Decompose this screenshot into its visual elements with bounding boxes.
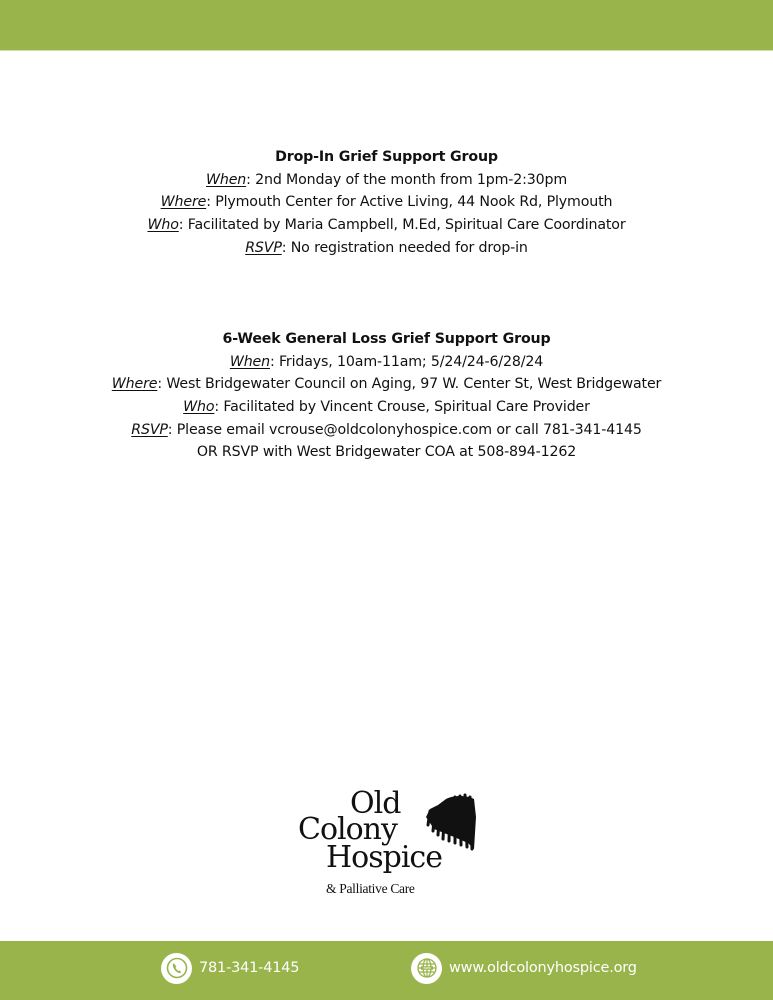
who-value: : Facilitated by Maria Campbell, M.Ed, Spiritual Care Coordinator: [178, 217, 626, 234]
top-banner-edge: [0, 50, 773, 51]
footer-bar: [0, 941, 773, 1000]
website-url: www.oldcolonyhospice.org: [449, 960, 637, 976]
when-line: [0, 169, 773, 192]
rsvp-value: : Please email vcrouse@oldcolonyhospice.com or call 781-341-4145: [167, 421, 642, 438]
phone-icon: [166, 957, 188, 979]
rsvp-value: : No registration needed for drop-in: [281, 239, 528, 256]
footer-phone[interactable]: [161, 952, 299, 984]
where-label: Where: [111, 376, 158, 393]
rsvp-line: [0, 419, 773, 442]
old-colony-hospice-logo: [290, 785, 485, 905]
who-value: : Facilitated by Vincent Crouse, Spiritual Care Provider: [214, 399, 590, 416]
globe-icon-badge: [411, 953, 442, 984]
where-line: [0, 373, 773, 396]
when-value: : 2nd Monday of the month from 1pm-2:30pm: [246, 171, 568, 188]
where-line: [0, 191, 773, 214]
when-line: [0, 351, 773, 374]
heart-icon: [424, 793, 478, 851]
when-label: When: [229, 353, 270, 370]
who-label: Who: [147, 217, 179, 234]
rsvp-line: [0, 237, 773, 260]
general-loss-group-section: [0, 328, 773, 464]
globe-icon: [416, 957, 438, 979]
who-line: [0, 396, 773, 419]
rsvp-label: RSVP: [245, 239, 282, 256]
when-label: When: [205, 171, 247, 188]
section-title: Drop-In Grief Support Group: [275, 149, 498, 165]
top-banner: [0, 0, 773, 50]
svg-text:www: www: [422, 966, 431, 971]
drop-in-group-section: [0, 146, 773, 259]
where-value: : Plymouth Center for Active Living, 44 Nook Rd, Plymouth: [206, 194, 613, 211]
logo-word-old: Old: [350, 786, 401, 821]
logo-word-colony: Colony: [298, 812, 397, 847]
when-value: : Fridays, 10am-11am; 5/24/24-6/28/24: [269, 353, 544, 370]
where-value: : West Bridgewater Council on Aging, 97 W. Center St, West Bridgewater: [157, 376, 662, 393]
where-label: Where: [160, 194, 207, 211]
section-title: 6-Week General Loss Grief Support Group: [222, 331, 551, 347]
who-line: [0, 214, 773, 237]
phone-icon-badge: [161, 953, 192, 984]
phone-number: 781-341-4145: [199, 960, 300, 976]
rsvp-label: RSVP: [131, 421, 168, 438]
who-label: Who: [183, 399, 215, 416]
footer-website[interactable]: [411, 952, 637, 984]
rsvp-alt-line: OR RSVP with West Bridgewater COA at 508-894-1262: [196, 444, 577, 461]
logo-word-hospice: Hospice: [326, 840, 442, 875]
logo-tagline: & Palliative Care: [326, 881, 415, 896]
